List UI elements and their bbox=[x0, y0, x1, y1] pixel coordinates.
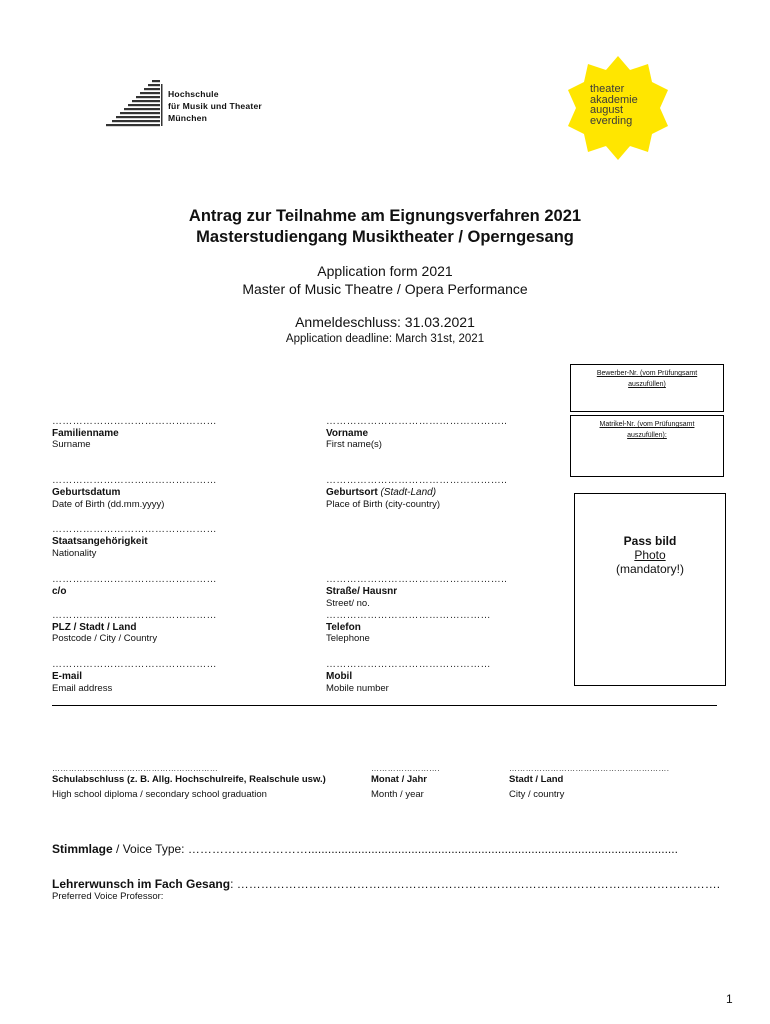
hmt-logo-text bbox=[168, 88, 262, 124]
phone-label-en: Telephone bbox=[326, 633, 370, 644]
matriculation-number-label-2: auszufüllen): bbox=[627, 432, 667, 439]
birthdate-input-line[interactable]: ………………………………………… bbox=[52, 475, 217, 486]
postcode-label: PLZ / Stadt / Land bbox=[52, 622, 137, 633]
co-label: c/o bbox=[52, 586, 67, 597]
email-label-en: Email address bbox=[52, 683, 113, 694]
photo-title: Pass bild bbox=[623, 534, 677, 548]
passport-photo-box[interactable] bbox=[574, 493, 726, 686]
voice-type-label-en: / Voice Type: bbox=[112, 842, 188, 856]
ta-logo-line: theater bbox=[590, 83, 625, 95]
surname-label-en: Surname bbox=[52, 439, 91, 450]
hmt-logo-line: München bbox=[168, 113, 208, 123]
ta-logo-line: august bbox=[590, 104, 624, 116]
section-divider bbox=[52, 705, 717, 706]
voice-type-field[interactable] bbox=[52, 842, 742, 856]
preferred-teacher-input-line[interactable]: …………………………………………………………………………………………………………. bbox=[236, 877, 721, 891]
postcode-input-line[interactable]: ………………………………………… bbox=[52, 610, 217, 621]
surname-input-line[interactable]: ………………………………………… bbox=[52, 416, 217, 427]
hmt-logo bbox=[104, 80, 304, 128]
city-country-label-en: City / country bbox=[509, 789, 565, 800]
title-german-2: Masterstudiengang Musiktheater / Operngesang bbox=[196, 228, 574, 246]
firstname-label: Vorname bbox=[326, 428, 369, 439]
hmt-logo-line: Hochschule bbox=[168, 89, 219, 99]
hmt-logo-line: für Musik und Theater bbox=[168, 101, 262, 111]
month-year-label: Monat / Jahr bbox=[371, 774, 427, 785]
birthdate-label: Geburtsdatum bbox=[52, 487, 121, 498]
theater-akademie-logo bbox=[566, 56, 670, 160]
nationality-label: Staatsangehörigkeit bbox=[52, 536, 148, 547]
nationality-label-en: Nationality bbox=[52, 548, 97, 559]
matriculation-number-label: Matrikel-Nr. (vom Prüfungsamt bbox=[599, 421, 695, 428]
firstname-input-line[interactable]: …………………………………………….. bbox=[326, 416, 508, 427]
birthdate-label-en: Date of Birth (dd.mm.yyyy) bbox=[52, 499, 165, 510]
school-input-line[interactable]: …………………………………………………… bbox=[52, 764, 218, 773]
birthplace-input-line[interactable]: …………………………………………….. bbox=[326, 475, 508, 486]
co-input-line[interactable]: ………………………………………… bbox=[52, 574, 217, 585]
nationality-input-line[interactable]: ………………………………………… bbox=[52, 524, 217, 535]
phone-input-line[interactable]: ………………………………………… bbox=[326, 610, 491, 621]
birthplace-label bbox=[326, 487, 436, 498]
firstname-label-en: First name(s) bbox=[326, 439, 382, 450]
title-german-1: Antrag zur Teilnahme am Eignungsverfahren 2021 bbox=[188, 207, 582, 225]
applicant-number-label: Bewerber-Nr. (vom Prüfungsamt bbox=[596, 370, 698, 377]
deadline-english: Application deadline: March 31st, 2021 bbox=[285, 333, 485, 345]
title-english-2: Master of Music Theatre / Opera Performance bbox=[242, 281, 528, 297]
mobile-input-line[interactable]: ………………………………………… bbox=[326, 659, 491, 670]
birthplace-label-note: (Stadt-Land) bbox=[380, 487, 437, 498]
matriculation-number-box[interactable] bbox=[570, 415, 724, 477]
preferred-teacher-label: Lehrerwunsch im Fach Gesang bbox=[52, 877, 231, 891]
preferred-teacher-colon: : bbox=[230, 877, 237, 891]
email-label: E-mail bbox=[52, 671, 83, 682]
street-label: Straße/ Hausnr bbox=[326, 586, 398, 597]
birthplace-label-text: Geburtsort bbox=[326, 487, 378, 498]
title-english-1: Application form 2021 bbox=[317, 263, 453, 279]
preferred-teacher-label-en: Preferred Voice Professor: bbox=[52, 891, 164, 902]
school-label-en: High school diploma / secondary school graduation bbox=[52, 789, 267, 800]
month-year-input-line[interactable]: ……………………. bbox=[371, 764, 440, 773]
ta-logo-line: akademie bbox=[590, 93, 638, 106]
email-input-line[interactable]: ………………………………………… bbox=[52, 659, 217, 670]
postcode-label-en: Postcode / City / Country bbox=[52, 633, 158, 644]
surname-label: Familienname bbox=[52, 428, 119, 439]
photo-mandatory-note: (mandatory!) bbox=[615, 562, 685, 576]
theater-akademie-logo-text bbox=[590, 84, 638, 126]
applicant-number-label-2: auszufüllen) bbox=[628, 381, 666, 388]
city-country-label: Stadt / Land bbox=[509, 774, 564, 785]
preferred-teacher-field[interactable] bbox=[52, 877, 742, 891]
school-label: Schulabschluss (z. B. Allg. Hochschulreife, Realschule usw.) bbox=[52, 774, 326, 785]
street-input-line[interactable]: …………………………………………….. bbox=[326, 574, 508, 585]
voice-type-label: Stimmlage bbox=[52, 842, 113, 856]
ta-logo-line: everding bbox=[590, 114, 633, 127]
deadline-german: Anmeldeschluss: 31.03.2021 bbox=[295, 314, 475, 330]
phone-label: Telefon bbox=[326, 622, 361, 633]
voice-type-input-line[interactable]: …………………………............................................................................................................... bbox=[187, 842, 678, 856]
applicant-number-box[interactable] bbox=[570, 364, 724, 412]
street-label-en: Street/ no. bbox=[326, 598, 370, 609]
page-number: 1 bbox=[726, 992, 733, 1006]
mobile-label-en: Mobile number bbox=[326, 683, 389, 694]
month-year-label-en: Month / year bbox=[371, 789, 424, 800]
hmt-staircase-logo-icon bbox=[104, 80, 164, 128]
birthplace-label-en: Place of Birth (city-country) bbox=[326, 499, 441, 510]
city-country-input-line[interactable]: …………………………………………………. bbox=[509, 764, 670, 773]
photo-label: Photo bbox=[634, 548, 666, 562]
mobile-label: Mobil bbox=[326, 671, 353, 682]
